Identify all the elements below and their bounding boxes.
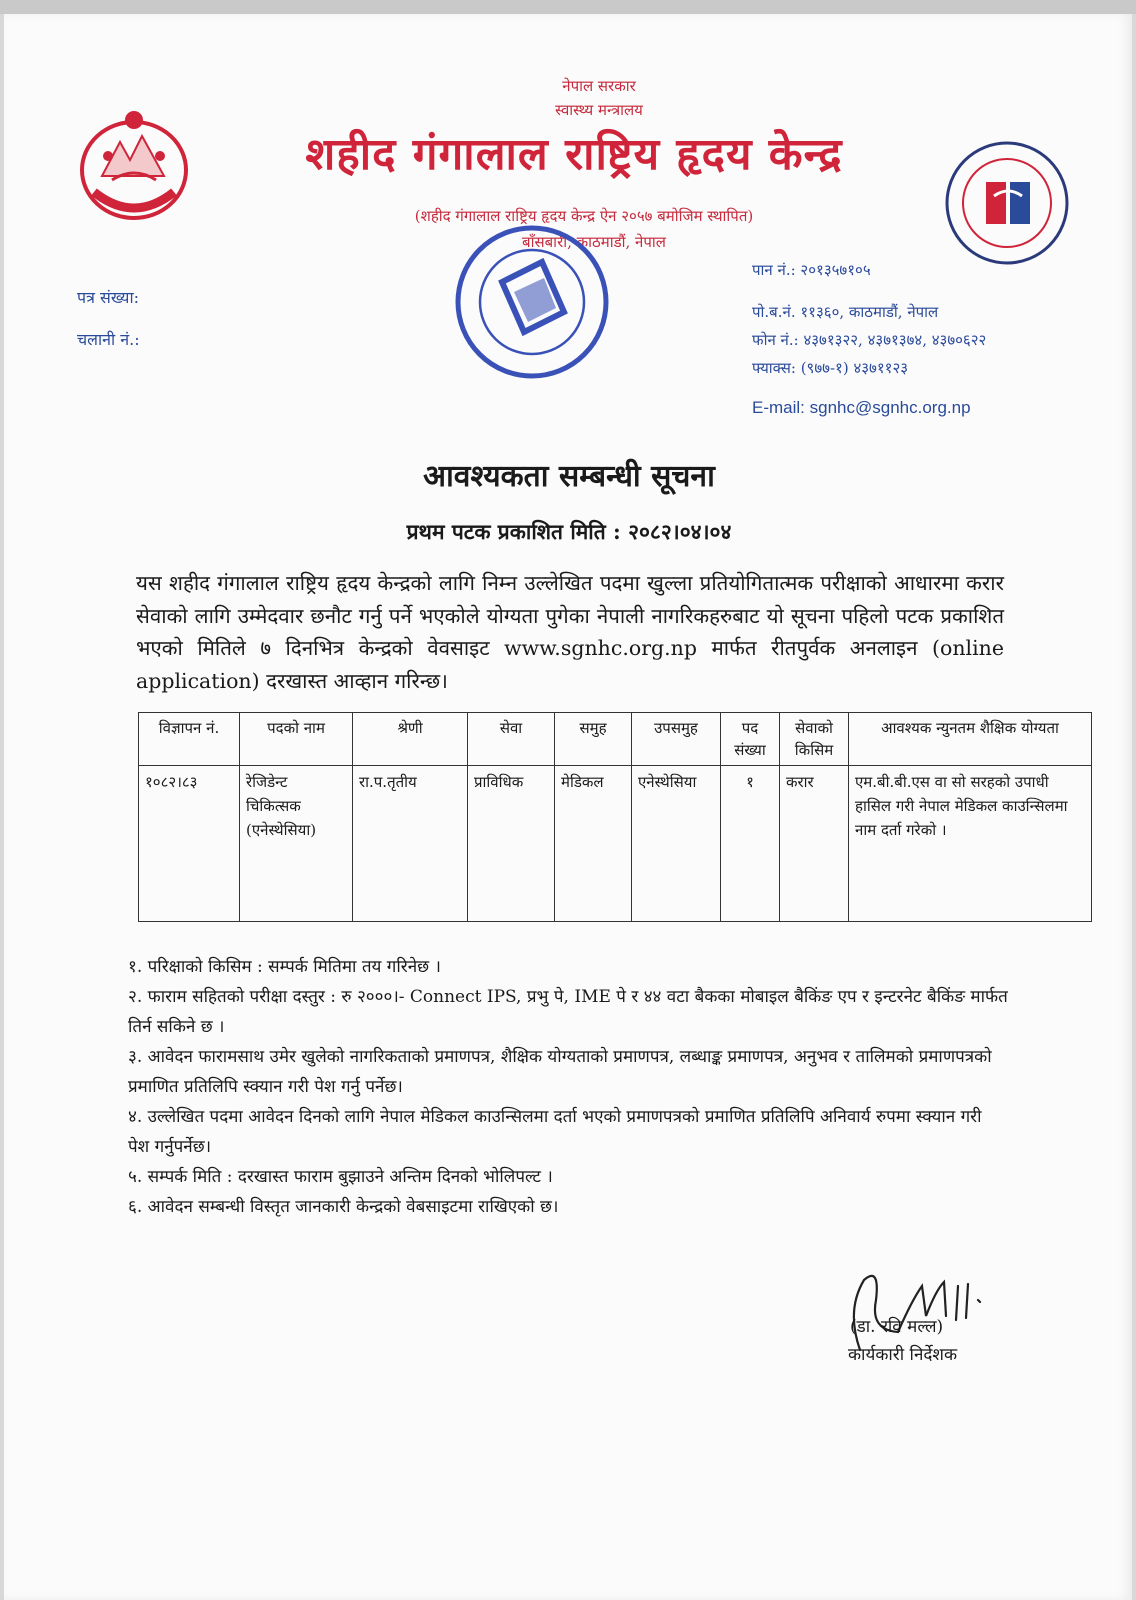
header-post-name: पदको नाम — [240, 713, 353, 766]
cell-advert-no: १०८२।८३ — [139, 766, 240, 922]
list-item: ६. आवेदन सम्बन्धी विस्तृत जानकारी केन्द्रको वेबसाइटमा राखिएको छ। — [128, 1197, 559, 1217]
hospital-seal-icon — [942, 138, 1072, 268]
list-item: २. फाराम सहितको परीक्षा दस्तुर : रु २०००।- Connect IPS, प्रभु पे, IME पे र ४४ वटा बैकका मोबाइल बैकिंङ एप र इन्टरनेट बैकिंङ मार्फत तिर्न सकिने छ । — [128, 987, 1008, 1037]
header-group: समुह — [555, 713, 632, 766]
fax-number: फ्याक्स: (९७७-१) ४३७११२३ — [752, 359, 909, 377]
list-item: १. परिक्षाको किसिम : सम्पर्क मितिमा तय गरिनेछ । — [128, 957, 441, 977]
org-address: बाँसबारी, काठमाडौं, नेपाल — [522, 233, 666, 251]
notice-heading: आवश्यकता सम्बन्धी सूचना — [423, 459, 715, 494]
signatory-name: (डा. रवि मल्ल) — [850, 1317, 944, 1337]
vacancy-table — [138, 712, 1092, 922]
cell-service-type: करार — [780, 766, 849, 922]
pan-number: पान नं.: २०१३५७१०५ — [752, 261, 871, 279]
cell-service: प्राविधिक — [468, 766, 555, 922]
cell-post-count: १ — [721, 766, 780, 922]
header-service: सेवा — [468, 713, 555, 766]
header-subgroup: उपसमुह — [632, 713, 721, 766]
header-service-type: सेवाको किसिम — [780, 713, 849, 766]
table-header-row — [139, 713, 1092, 766]
ministry-name: स्वास्थ्य मन्त्रालय — [555, 101, 643, 119]
notice-intro: यस शहीद गंगालाल राष्ट्रिय हृदय केन्द्रको लागि निम्न उल्लेखित पदमा खुल्ला प्रतियोगितात्मक परीक्षाको आधारमा करार सेवाको लागि उम्मेदवार छनौट गर्नु पर्ने भएकोले योग्यता पुगेका नेपाली नागरिकहरुबाट यो सूचना पहिलो पटक प्रकाशित भएको मितिले ७ दिनभित्र केन्द्रको वेवसाइट www.sgnhc.org.np मार्फत रीतपुर्वक अनलाइन (online application) दरखास्त आव्हान गरिन्छ। — [136, 571, 1004, 693]
establishment-note: (शहीद गंगालाल राष्ट्रिय हृदय केन्द्र ऐन २०५७ बमोजिम स्थापित) — [414, 207, 754, 225]
top-bar — [0, 0, 1136, 14]
header-advert-no: विज्ञापन नं. — [139, 713, 240, 766]
notes-list — [128, 952, 1008, 1222]
cell-level: रा.प.तृतीय — [353, 766, 468, 922]
email-address: E-mail: sgnhc@sgnhc.org.np — [752, 398, 971, 417]
signatory-designation: कार्यकारी निर्देशक — [848, 1345, 958, 1365]
cell-subgroup: एनेस्थेसिया — [632, 766, 721, 922]
header-qualification: आवश्यक न्युनतम शैक्षिक योग्यता — [849, 713, 1092, 766]
government-name: नेपाल सरकार — [562, 77, 636, 95]
header-level: श्रेणी — [353, 713, 468, 766]
letter-number-label: पत्र संख्या: — [77, 288, 139, 307]
list-item: ३. आवेदन फारामसाथ उमेर खुलेको नागरिकताको प्रमाणपत्र, शैक्षिक योग्यताको प्रमाणपत्र, लब्धाङ्क प्रमाणपत्र, अनुभव र तालिमको प्रमाणपत्रको प्रमाणित प्रतिलिपि स्क्यान गरी पेश गर्नु पर्नेछ। — [128, 1047, 992, 1097]
nepal-emblem-icon — [72, 106, 196, 226]
dispatch-number-label: चलानी नं.: — [77, 330, 140, 349]
official-stamp-icon — [452, 222, 612, 382]
header-post-count: पद संख्या — [721, 713, 780, 766]
table-row — [139, 766, 1092, 922]
org-title: शहीद गंगालाल राष्ट्रिय हृदय केन्द्र — [305, 129, 843, 180]
cell-group: मेडिकल — [555, 766, 632, 922]
published-date: प्रथम पटक प्रकाशित मिति : २०८२।०४।०४ — [406, 519, 732, 544]
list-item: ५. सम्पर्क मिति : दरखास्त फाराम बुझाउने अन्तिम दिनको भोलिपल्ट । — [128, 1167, 553, 1187]
cell-qualification: एम.बी.बी.एस वा सो सरहको उपाधी हासिल गरी नेपाल मेडिकल काउन्सिलमा नाम दर्ता गरेको । — [849, 766, 1092, 922]
document-page — [4, 14, 1132, 1600]
cell-post-name: रेजिडेन्ट चिकित्सक (एनेस्थेसिया) — [240, 766, 353, 922]
po-box: पो.ब.नं. ११३६०, काठमाडौं, नेपाल — [752, 303, 939, 321]
phone-numbers: फोन नं.: ४३७१३२२, ४३७१३७४, ४३७०६२२ — [752, 331, 987, 349]
list-item: ४. उल्लेखित पदमा आवेदन दिनको लागि नेपाल मेडिकल काउन्सिलमा दर्ता भएको प्रमाणपत्रको प्रमाणित प्रतिलिपि अनिवार्य रुपमा स्क्यान गरी पेश गर्नुपर्नेछ। — [128, 1107, 982, 1157]
